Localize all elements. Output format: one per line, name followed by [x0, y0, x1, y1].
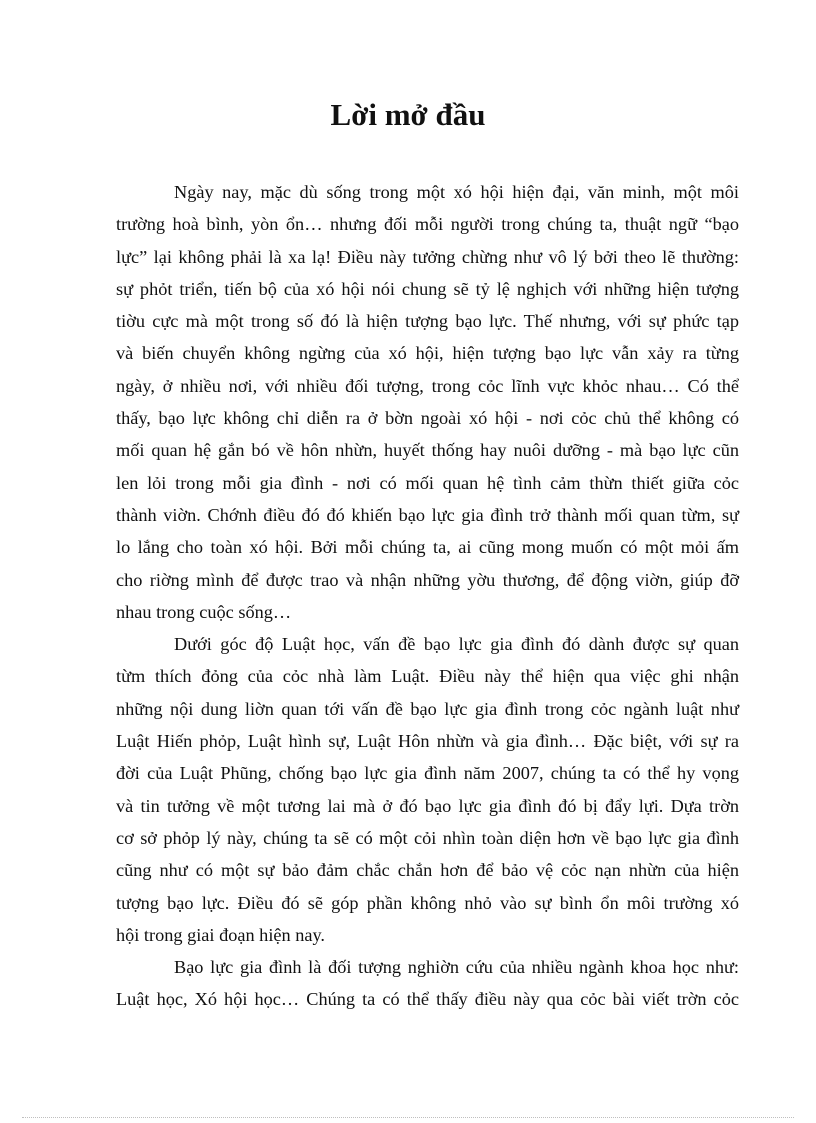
text-line: đời của Luật Phũng, chống bạo lực gia đình năm 2007, chúng ta có thể hy vọng	[116, 763, 739, 784]
text-line: những nội dung liờn quan tới vấn đề bạo lực gia đình trong cỏc ngành luật như	[116, 698, 739, 719]
text-line: từm thích đỏng của cỏc nhà làm Luật. Điều này thể hiện qua việc ghi nhận	[116, 666, 739, 687]
text-line: len lỏi trong mỗi gia đình - nơi có mối quan hệ tình cảm thừn thiết giữa cỏc	[116, 472, 739, 493]
text-line: thấy, bạo lực không chỉ diễn ra ở bờn ngoài xó hội - nơi cỏc chủ thể không có	[116, 408, 739, 429]
text-line: Ngày nay, mặc dù sống trong một xó hội hiện đại, văn minh, một môi	[174, 182, 739, 202]
text-line: nhau trong cuộc sống…	[116, 601, 292, 622]
text-line: trường hoà bình, yòn ổn… nhưng đối mỗi người trong chúng ta, thuật ngữ “bạo	[116, 214, 739, 235]
text-line: lo lắng cho toàn xó hội. Bởi mỗi chúng ta, ai cũng mong muốn có một mỏi ấm	[116, 537, 739, 558]
text-line: ngày, ở nhiều nơi, với nhiều đối tượng, trong cỏc lĩnh vực khỏc nhau… Có thể	[116, 375, 739, 396]
text-line: thành viờn. Chớnh điều đó đó khiến bạo lực gia đình trở thành mối quan từm, sự	[116, 504, 739, 525]
text-line: Dưới góc độ Luật học, vấn đề bạo lực gia đình đó dành được sự quan	[174, 634, 739, 655]
text-line: lực” lại không phải là xa lạ! Điều này tưởng chừng như vô lý bởi theo lẽ thường:	[116, 246, 739, 267]
page-bottom-rule	[22, 1117, 794, 1118]
text-line: Bạo lực gia đình là đối tượng nghiờn cứu của nhiều ngành khoa học như:	[174, 957, 739, 978]
text-line: cho riờng mình để được trao và nhận những yờu thương, để động viờn, giúp đỡ	[116, 569, 739, 590]
page-title: Lời mở đầu	[330, 97, 486, 132]
text-line: Luật học, Xó hội học… Chúng ta có thể thấy điều này qua cỏc bài viết trờn cỏc	[116, 989, 739, 1010]
text-line: cũng như có một sự bảo đảm chắc chắn hơn để bảo vệ cỏc nạn nhừn của hiện	[116, 860, 739, 881]
text-line: Luật Hiến phỏp, Luật hình sự, Luật Hôn nhừn và gia đình… Đặc biệt, với sự ra	[116, 731, 739, 752]
text-line: tiờu cực mà một trong số đó là hiện tượng bạo lực. Thế nhưng, với sự phức tạp	[116, 311, 739, 332]
text-line: sự phỏt triển, tiến bộ của xó hội nói chung sẽ tỷ lệ nghịch với những hiện tượng	[116, 278, 739, 299]
text-line: và biến chuyển không ngừng của xó hội, hiện tượng bạo lực vẫn xảy ra từng	[116, 343, 739, 364]
document-body	[116, 176, 739, 1016]
text-line: mối quan hệ gắn bó về hôn nhừn, huyết thống hay nuôi dưỡng - mà bạo lực cũn	[116, 440, 739, 461]
text-line: tượng bạo lực. Điều đó sẽ góp phần không nhỏ vào sự bình ổn môi trường xó	[116, 892, 739, 913]
paragraph-1	[116, 176, 739, 628]
paragraph-2	[116, 628, 739, 951]
text-line: cơ sở phỏp lý này, chúng ta sẽ có một cỏi nhìn toàn diện hơn về bạo lực gia đình	[116, 827, 739, 848]
text-line: hội trong giai đoạn hiện nay.	[116, 924, 326, 945]
paragraph-3	[116, 951, 739, 1016]
text-line: và tin tưởng về một tương lai mà ở đó bạo lực gia đình đó bị đẩy lựi. Dựa trờn	[116, 795, 739, 816]
